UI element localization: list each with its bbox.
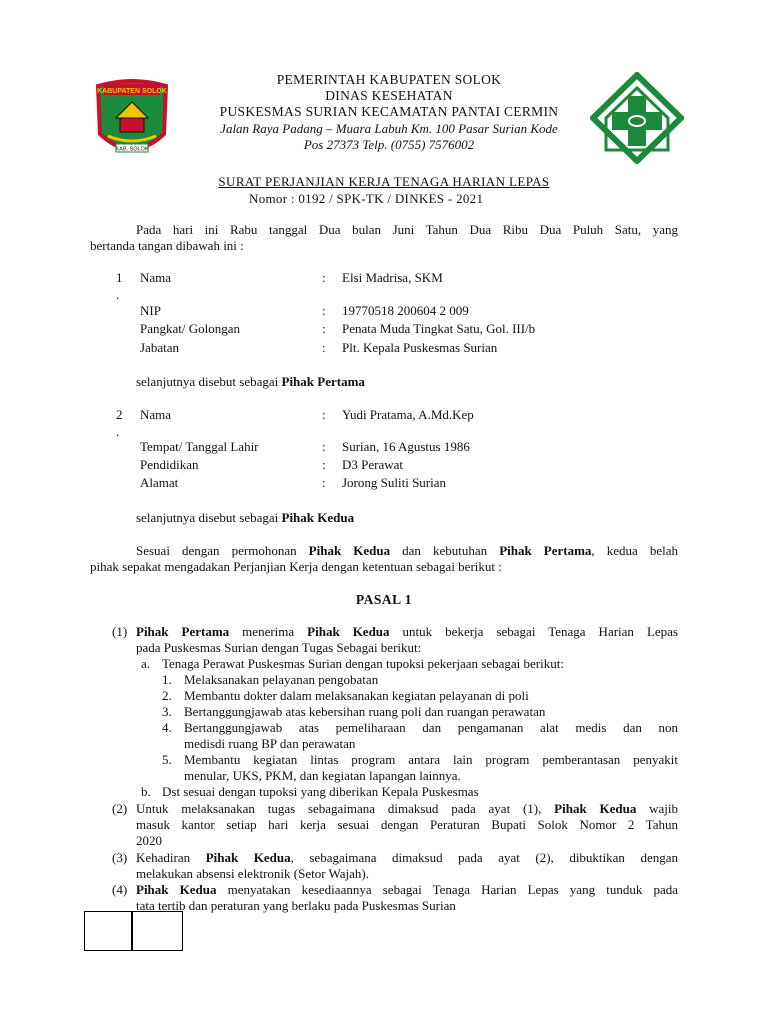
party1-number: 1 <box>116 270 123 285</box>
task-number: 4. <box>162 720 172 735</box>
item-text: Kehadiran <box>136 850 206 865</box>
agreement-bold: Pihak Pertama <box>499 543 592 558</box>
item-bold: Pihak Kedua <box>205 850 291 865</box>
pasal-heading: PASAL 1 <box>355 592 413 607</box>
item1-a-label: a. <box>141 656 151 671</box>
agreement-text: , kedua belah <box>591 543 678 558</box>
header-government: PEMERINTAH KABUPATEN SOLOK <box>276 72 502 87</box>
item-text: menerima <box>229 624 308 639</box>
agreement-line1 <box>136 543 678 559</box>
item3-number: (3) <box>112 850 128 865</box>
field-label: Nama <box>140 270 172 285</box>
designation-text: selanjutnya disebut sebagai <box>136 510 282 525</box>
task-text: Bertanggungjawab atas pemeliharaan dan pengamanan alat medis dan non <box>184 720 678 735</box>
item-text: untuk bekerja sebagai Tenaga Harian Lepas <box>389 624 678 639</box>
header-puskesmas: PUSKESMAS SURIAN KECAMATAN PANTAI CERMIN <box>219 104 559 119</box>
field-colon: : <box>322 407 326 422</box>
header-address-line2: Pos 27373 Telp. (0755) 7576002 <box>303 137 475 152</box>
agreement-text: Sesuai dengan permohonan <box>136 543 309 558</box>
item2-line2: masuk kantor setiap hari kerja sesuai dengan Peraturan Bupati Solok Nomor 2 Tahun <box>136 817 678 832</box>
item3-line2: melakukan absensi elektronik (Setor Wajah). <box>136 866 370 881</box>
field-colon: : <box>322 475 326 490</box>
field-label: Pangkat/ Golongan <box>140 321 241 336</box>
item1-number: (1) <box>112 624 128 639</box>
item4-line2: tata tertib dan peraturan yang berlaku pada Puskesmas Surian <box>136 898 456 913</box>
document-title: SURAT PERJANJIAN KERJA TENAGA HARIAN LEPAS <box>218 174 550 189</box>
item-bold: Pihak Kedua <box>136 882 217 897</box>
item1-b-text: Dst sesuai dengan tupoksi yang diberikan Kepala Puskesmas <box>162 784 479 799</box>
item2-line3: 2020 <box>136 833 162 848</box>
task-text-continued: medisdi ruang BP dan perawatan <box>184 736 356 751</box>
task-number: 3. <box>162 704 172 719</box>
item-text: menyatakan kesediaannya sebagai Tenaga Harian Lepas yang tunduk pada <box>216 882 678 897</box>
header-address-line1: Jalan Raya Padang – Muara Labuh Km. 100 Pasar Surian Kode <box>220 121 558 136</box>
initial-box-right <box>131 911 183 951</box>
task-number: 5. <box>162 752 172 767</box>
field-value: Plt. Kepala Puskesmas Surian <box>342 340 498 355</box>
item-bold: Pihak Pertama <box>136 624 230 639</box>
opening-line2: bertanda tangan dibawah ini : <box>90 238 244 253</box>
task-text: Membantu kegiatan lintas program antara lain program pemberantasan penyakit <box>184 752 678 767</box>
item3-line1 <box>136 850 678 866</box>
agreement-text: dan kebutuhan <box>390 543 500 558</box>
field-colon: : <box>322 340 326 355</box>
item-text: Untuk melaksanakan tugas sebagaimana dimaksud pada ayat (1), <box>136 801 555 816</box>
task-number: 1. <box>162 672 172 687</box>
field-label: Jabatan <box>140 340 179 355</box>
party1-designation <box>136 374 365 390</box>
designation-bold: Pihak Pertama <box>281 374 365 389</box>
logo-bottom-text: KAB. SOLOK <box>115 146 149 153</box>
item-bold: Pihak Kedua <box>554 801 637 816</box>
designation-text: selanjutnya disebut sebagai <box>136 374 282 389</box>
party2-dot: . <box>116 424 120 439</box>
item2-line1 <box>136 801 678 817</box>
field-value: Elsi Madrisa, SKM <box>342 270 443 285</box>
field-colon: : <box>322 303 326 318</box>
field-colon: : <box>322 270 326 285</box>
initial-box-left <box>84 911 133 951</box>
field-colon: : <box>322 439 326 454</box>
item1-line2: pada Puskesmas Surian dengan Tugas Sebagai berikut: <box>136 640 422 655</box>
field-label: Pendidikan <box>140 457 199 472</box>
task-text: Membantu dokter dalam melaksanakan kegiatan pelayanan di poli <box>184 688 529 703</box>
item1-b-label: b. <box>141 784 151 799</box>
agreement-line2: pihak sepakat mengadakan Perjanjian Kerja dengan ketentuan sebagai berikut : <box>90 559 502 574</box>
field-value: 19770518 200604 2 009 <box>342 303 469 318</box>
designation-bold: Pihak Kedua <box>281 510 355 525</box>
item4-number: (4) <box>112 882 128 897</box>
field-label: Nama <box>140 407 172 422</box>
item1-a-text: Tenaga Perawat Puskesmas Surian dengan tupoksi pekerjaan sebagai berikut: <box>162 656 564 671</box>
field-value: Surian, 16 Agustus 1986 <box>342 439 470 454</box>
party2-number: 2 <box>116 407 123 422</box>
task-text: Melaksanakan pelayanan pengobatan <box>184 672 379 687</box>
task-number: 2. <box>162 688 172 703</box>
field-colon: : <box>322 457 326 472</box>
item-text: wajib <box>636 801 678 816</box>
item-bold: Pihak Kedua <box>307 624 390 639</box>
logo-top-text: KABUPATEN SOLOK <box>97 88 167 95</box>
opening-line1: Pada hari ini Rabu tanggal Dua bulan Juni Tahun Dua Ribu Dua Puluh Satu, yang <box>136 222 678 237</box>
field-label: NIP <box>140 303 161 318</box>
item1-line1 <box>136 624 678 640</box>
field-value: Yudi Pratama, A.Md.Kep <box>342 407 474 422</box>
item2-number: (2) <box>112 801 128 816</box>
item4-line1 <box>136 882 678 898</box>
field-label: Alamat <box>140 475 179 490</box>
field-label: Tempat/ Tanggal Lahir <box>140 439 259 454</box>
field-value: Jorong Suliti Surian <box>342 475 447 490</box>
field-value: D3 Perawat <box>342 457 404 472</box>
item-text: , sebagaimana dimaksud pada ayat (2), dibuktikan dengan <box>290 850 679 865</box>
party1-dot: . <box>116 287 120 302</box>
party2-designation <box>136 510 354 526</box>
task-text: Bertanggungjawab atas kebersihan ruang poli dan ruangan perawatan <box>184 704 546 719</box>
header-department: DINAS KESEHATAN <box>325 88 453 103</box>
field-colon: : <box>322 321 326 336</box>
agreement-bold: Pihak Kedua <box>308 543 391 558</box>
document-number: Nomor : 0192 / SPK-TK / DINKES - 2021 <box>249 191 484 206</box>
task-text-continued: menular, UKS, PKM, dan kegiatan lapangan lainnya. <box>184 768 461 783</box>
field-value: Penata Muda Tingkat Satu, Gol. III/b <box>342 321 536 336</box>
